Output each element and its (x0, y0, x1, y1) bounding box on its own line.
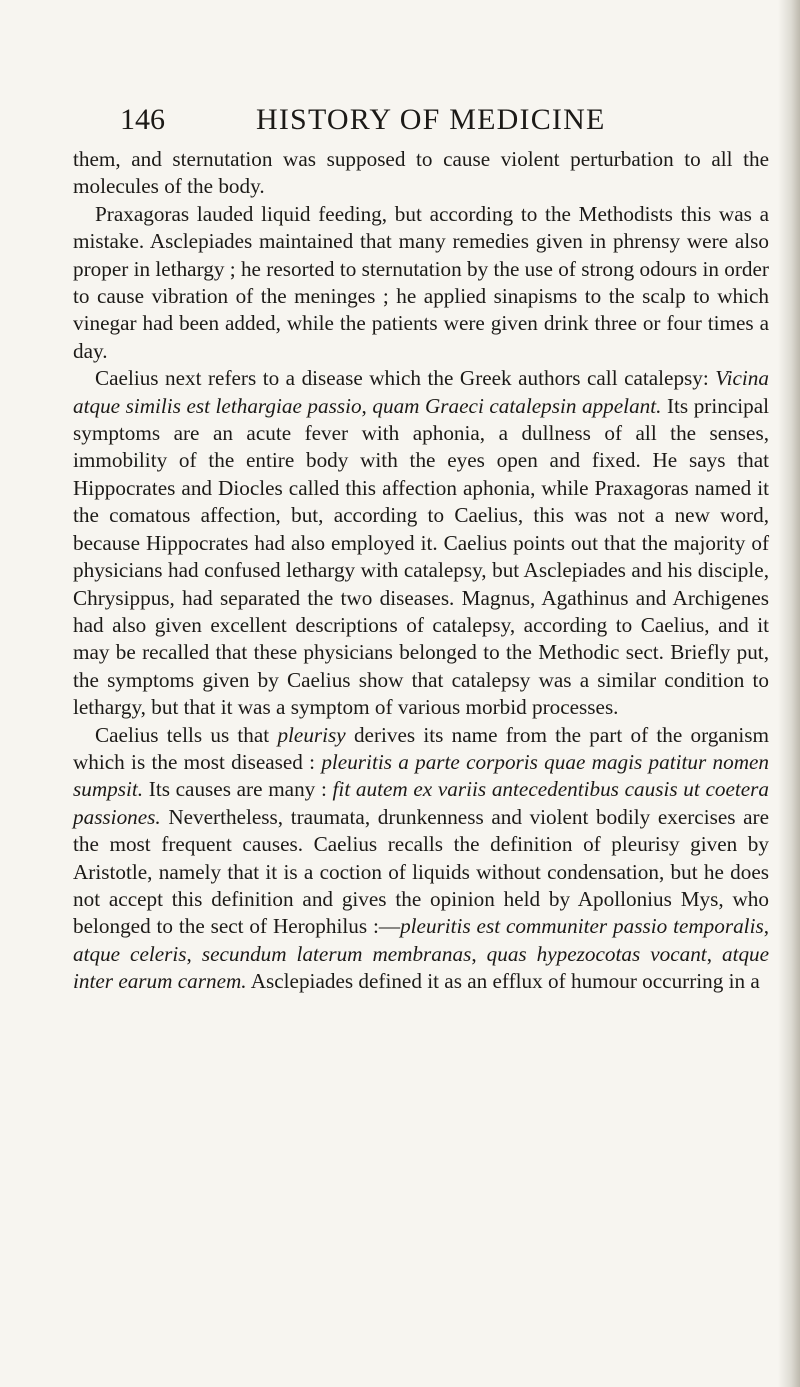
latin-quote: Vicina atque similis est lethargiae passio (73, 366, 769, 418)
paragraph (73, 365, 769, 721)
text-run: them, and sternutation was supposed to cause violent perturbation to all the molecules of the body. (73, 147, 769, 199)
text-run: Nevertheless, traumata, drunkenness and violent bodily exercises are the most frequent causes. Caelius recalls the definition of pleurisy given by Aristotle, namely that it is a coction of liquids without condensation, but he does not accept this definition and gives the opinion held by Apollonius Mys, who belonged to the sect of Herophilus :— (73, 804, 769, 939)
body-text (73, 146, 769, 996)
running-title: HISTORY OF MEDICINE (256, 103, 606, 136)
text-run: Asclepiades defined it as an efflux of humour occurring in a (246, 969, 760, 994)
text-run: Caelius tells us that (95, 722, 278, 747)
latin-quote: fit autem ex variis antecedentibus causis ut coetera passiones. (73, 777, 769, 829)
paragraph (73, 722, 769, 996)
page-edge-shadow (778, 0, 800, 1387)
text-run: Caelius next refers to a disease which the Greek authors call catalepsy: (95, 366, 716, 391)
text-run: , (706, 941, 722, 966)
text-run: Praxagoras lauded liquid feeding, but according to the Methodists this was a mistake. Asclepiades maintained that many remedies given in phrensy were also proper in lethargy ; he resorted to sternutation by the use of strong odours in order to cause vibration of the meninges ; he applied sinapisms to the scalp to which vinegar had been added, while the patients were given drink three or four times a day. (73, 201, 769, 363)
latin-quote: quam Graeci catalepsin appelant. (372, 393, 662, 418)
text-run: Its principal symptoms are an acute fever with aphonia, a dullness of all the senses, immobility of the entire body with the eyes open and fixed. He says that Hippocrates and Diocles called this affection aphonia, while Praxagoras named it the comatous affection, but, according to Caelius, this was not a new word, because Hippocrates had also employed it. Caelius points out that the majority of physicians had confused lethargy with catalepsy, but Asclepiades and his disciple, Chrysippus, had separated the two diseases. Magnus, Agathinus and Archigenes had also given excellent descriptions of catalepsy, according to Caelius, and it may be recalled that these physicians belonged to the Methodic sect. Briefly put, the symptoms given by Caelius show that catalepsy was a similar condition to lethargy, but that it was a symptom of various morbid processes. (73, 393, 770, 720)
paragraph (73, 201, 769, 365)
text-run: derives its name from the part of the organism which is the most diseased : (73, 722, 769, 774)
latin-quote: pleurisy (277, 722, 346, 747)
text-run: Its causes are many : (143, 777, 333, 802)
paragraph (73, 146, 769, 201)
latin-quote: quas hypezocotas vocant (486, 941, 707, 966)
text-run: , (763, 914, 769, 939)
latin-quote: atque celeris (73, 941, 187, 966)
page-header (120, 98, 640, 142)
latin-quote: atque inter earum carnem. (73, 941, 770, 994)
text-run: , (186, 941, 202, 966)
text-run: , (471, 941, 487, 966)
latin-quote: secundum laterum membranas (201, 941, 472, 966)
text-run: , (361, 393, 373, 418)
page-number: 146 (120, 103, 165, 136)
latin-quote: pleuritis est communiter passio temporalis (400, 914, 764, 939)
latin-quote: pleuritis a parte corporis quae magis patitur nomen sumpsit. (73, 749, 769, 802)
